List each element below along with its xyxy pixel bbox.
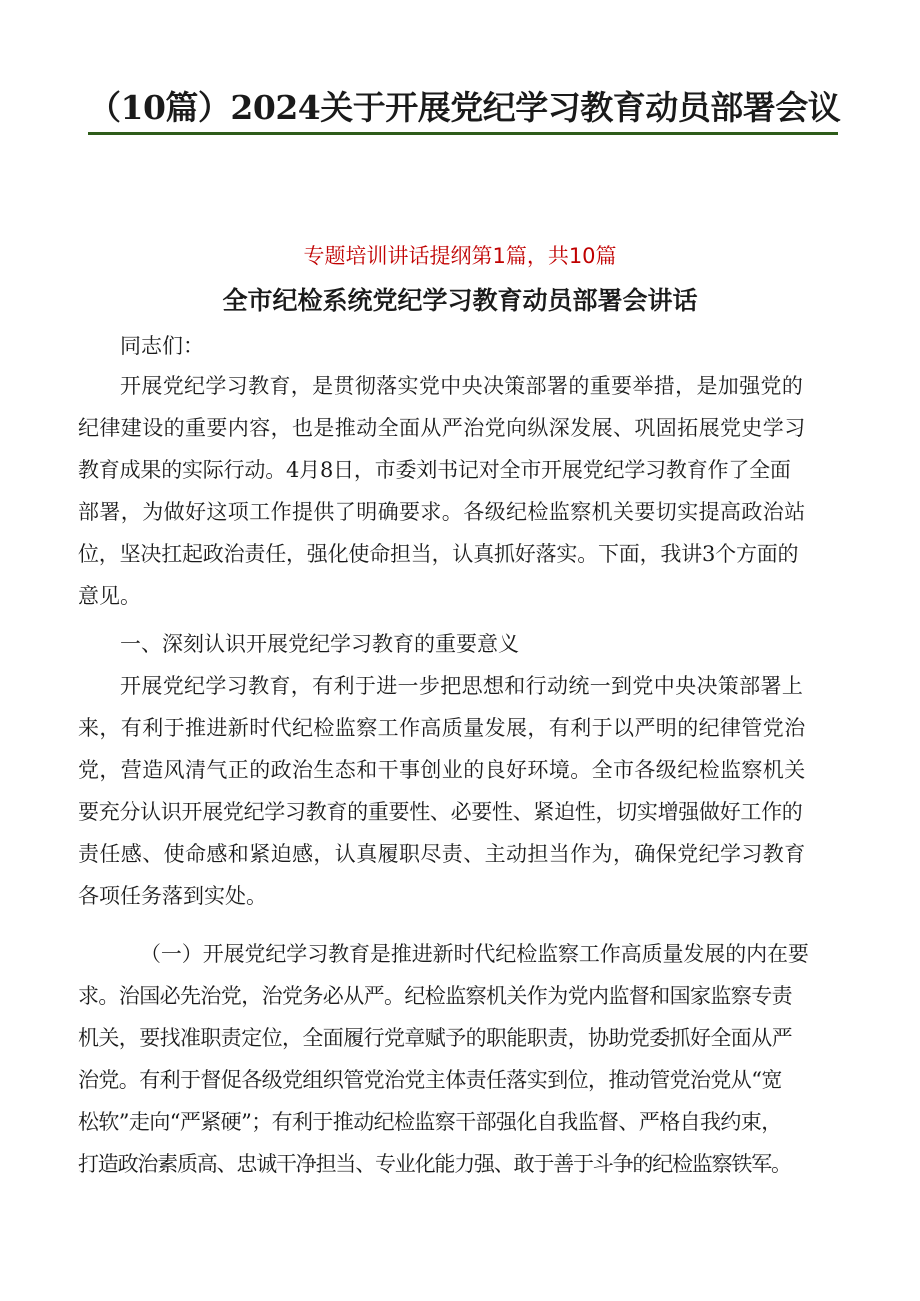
paragraph-line: 位，坚决扛起政治责任，强化使命担当，认真抓好落实。下面，我讲3个方面的 — [78, 542, 799, 566]
paragraph-line: 求。治国必先治党，治党务必从严。纪检监察机关作为党内监督和国家监察专责 — [78, 984, 792, 1008]
paragraph-line: 纪律建设的重要内容，也是推动全面从严治党向纵深发展、巩固拓展党史学习 — [78, 416, 806, 440]
speech-title: 全市纪检系统党纪学习教育动员部署会讲话 — [222, 286, 698, 315]
subsection-heading: （一）开展党纪学习教育是推进新时代纪检监察工作高质量发展的内在要 — [140, 942, 809, 966]
paragraph-line: 意见。 — [78, 584, 141, 608]
paragraph-line: 各项任务落到实处。 — [78, 884, 267, 908]
salutation: 同志们： — [120, 334, 204, 358]
document-title: （10篇）2024关于开展党纪学习教育动员部署会议 — [88, 88, 838, 135]
section-heading: 一、深刻认识开展党纪学习教育的重要意义 — [120, 632, 519, 656]
paragraph-line: 开展党纪学习教育，有利于进一步把思想和行动统一到党中央决策部署上 — [120, 674, 804, 698]
paragraph-line: 责任感、使命感和紧迫感，认真履职尽责、主动担当作为，确保党纪学习教育 — [78, 842, 806, 866]
paragraph-line: 开展党纪学习教育，是贯彻落实党中央决策部署的重要举措，是加强党的 — [120, 374, 804, 398]
paragraph-line: 松软”走向“严紧硬”；有利于推动纪检监察干部强化自我监督、严格自我约束， — [78, 1110, 782, 1134]
paragraph-line: 教育成果的实际行动。4月8日，市委刘书记对全市开展党纪学习教育作了全面 — [78, 458, 791, 482]
paragraph-line: 部署，为做好这项工作提供了明确要求。各级纪检监察机关要切实提高政治站 — [78, 500, 806, 524]
paragraph-line: 来，有利于推进新时代纪检监察工作高质量发展，有利于以严明的纪律管党治 — [78, 716, 806, 740]
paragraph-line: 打造政治素质高、忠诚干净担当、专业化能力强、敢于善于斗争的纪检监察铁军。 — [78, 1152, 791, 1176]
paragraph-line: 党，营造风清气正的政治生态和干事创业的良好环境。全市各级纪检监察机关 — [78, 758, 806, 782]
paragraph-line: 机关，要找准职责定位，全面履行党章赋予的职能职责，协助党委抓好全面从严 — [78, 1026, 792, 1050]
paragraph-line: 治党。有利于督促各级党组织管党治党主体责任落实到位，推动管党治党从“宽 — [78, 1068, 782, 1092]
paragraph-line: 要充分认识开展党纪学习教育的重要性、必要性、紧迫性，切实增强做好工作的 — [78, 800, 803, 824]
subtitle: 专题培训讲话提纲第1篇，共10篇 — [303, 244, 617, 268]
